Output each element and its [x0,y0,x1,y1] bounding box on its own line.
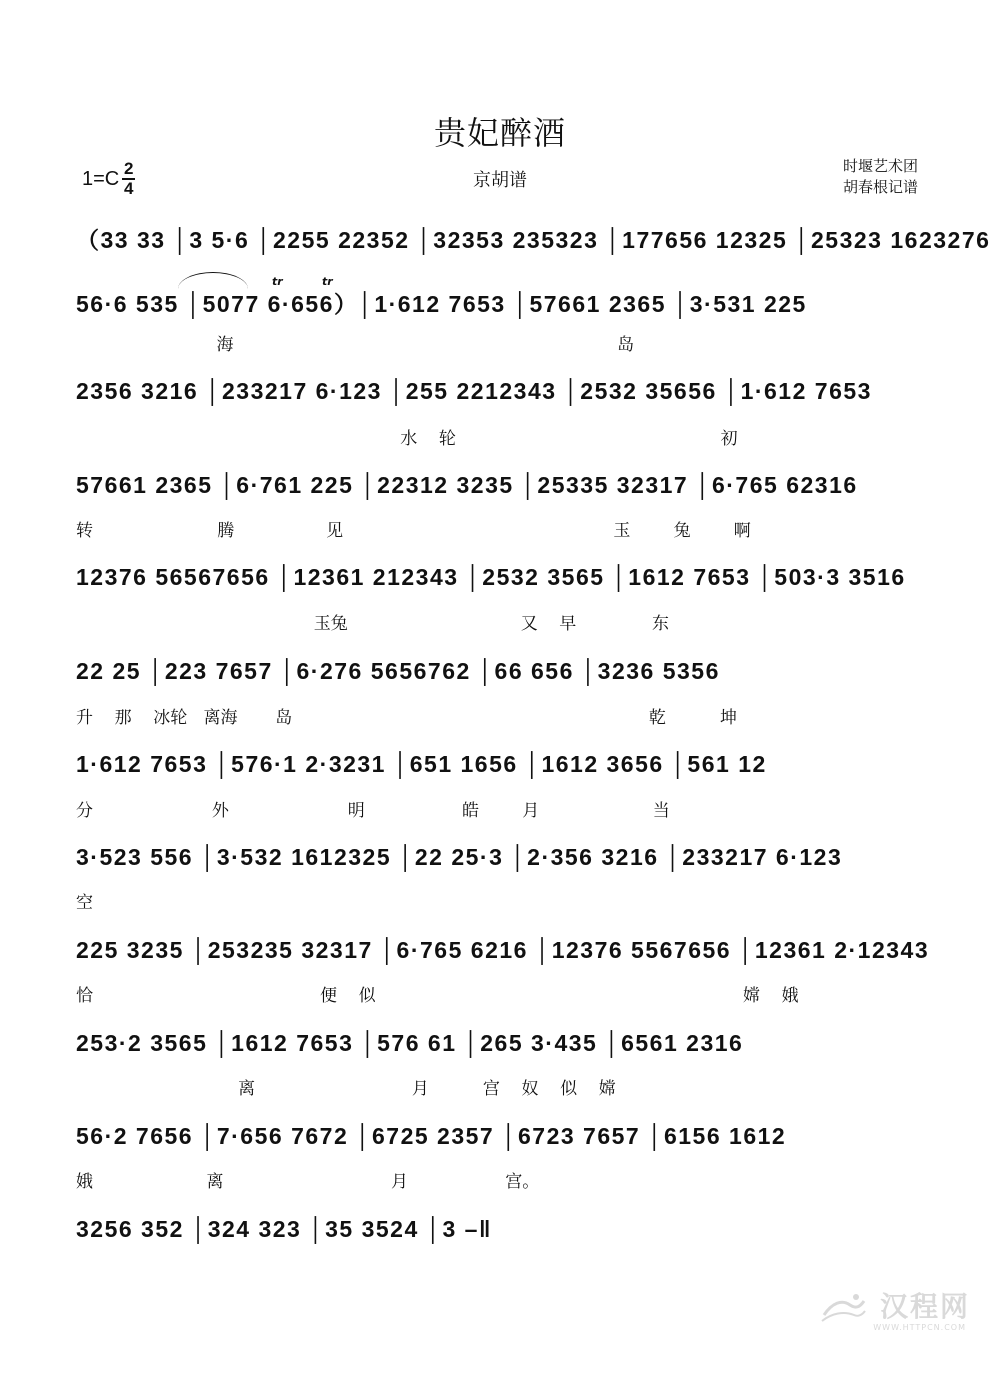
watermark-text: 汉程网 [879,1290,970,1323]
notation-line: 3·523 556 │3·532 1612325 │22 25·3 │2·356 3216 │233217 6·123 [76,844,843,870]
lyrics-row-6: 升 那 冰轮 离海 岛 乾 坤 [76,708,737,728]
notation-line: 22 25 │223 7657 │6·276 5656762 │66 656 │3236 5356 [76,658,720,684]
score-row-11 [76,1123,926,1157]
lyrics-row-9: 恰 便 似 嫦 娥 [76,986,799,1006]
notation-line: 12376 56567656 │12361 212343 │2532 3565 │1612 7653 │503·3 3516 [76,564,906,590]
score-row-7 [76,751,926,785]
lyrics-row-10: 离 月 宫 奴 似 嫦 [76,1079,616,1099]
score-row-1 [76,222,991,256]
lyrics-row-4: 转 腾 见 玉 兔 啊 [76,521,751,541]
notation-line: 225 3235 │253235 32317 │6·765 6216 │12376 5567656 │12361 2·12343 [76,937,930,963]
lyrics-row-5: 玉兔 又 早 东 [76,614,669,634]
score-row-2 [76,286,926,320]
time-bottom: 4 [124,179,134,198]
score-row-6 [76,658,926,692]
score-row-10 [76,1030,926,1064]
score-row-5 [76,564,926,598]
score-title: 贵妃醉酒 [433,114,566,152]
trill-mark: tr [322,275,333,288]
credits [843,156,918,198]
notation-line: 57661 2365 │6·761 225 │22312 3235 │25335 32317 │6·765 62316 [76,472,858,498]
key-label: 1=C [82,167,120,190]
watermark-url: WWW.HTTPCN.COM [873,1323,966,1332]
score-subtitle: 京胡谱 [473,170,527,191]
lyrics-row-2: 海 岛 [76,335,635,355]
score-row-8 [76,844,926,878]
lyrics-row-8: 空 [76,893,93,913]
wave-logo-icon [820,1289,866,1325]
credit-transcriber: 胡春根记谱 [842,178,918,196]
notation-line: （33 33 │3 5·6 │2255 22352 │32353 235323 │177656 12325 │25323 1623276 [76,227,991,253]
notation-line: 56·6 535 │5077 6·656）│1·612 7653 │57661 2365 │3·531 225 [76,291,807,317]
credit-group: 时堰艺术团 [842,157,918,175]
notation-line: 1·612 7653 │576·1 2·3231 │651 1656 │1612 3656 │561 12 [76,751,767,777]
score-row-12 [76,1216,926,1250]
notation-line: 253·2 3565 │1612 7653 │576 61 │265 3·435 │6561 2316 [76,1030,744,1056]
notation-line: 3256 352 │324 323 │35 3524 │3 –‖ [76,1216,492,1242]
notation-line: 56·2 7656 │7·656 7672 │6725 2357 │6723 7657 │6156 1612 [76,1123,787,1149]
notation-line: 2356 3216 │233217 6·123 │255 2212343 │2532 35656 │1·612 7653 [76,378,872,404]
score-row-9 [76,937,930,971]
lyrics-row-7: 分 外 明 皓 月 当 [76,801,670,821]
trill-mark: tr [272,275,283,288]
time-top: 2 [124,159,134,178]
watermark [820,1285,970,1345]
lyrics-row-11: 娥 离 月 宫。 [76,1172,540,1192]
slur-mark [178,272,248,289]
lyrics-row-3: 水 轮 初 [76,429,738,449]
score-row-3 [76,378,926,412]
score-row-4 [76,472,926,506]
